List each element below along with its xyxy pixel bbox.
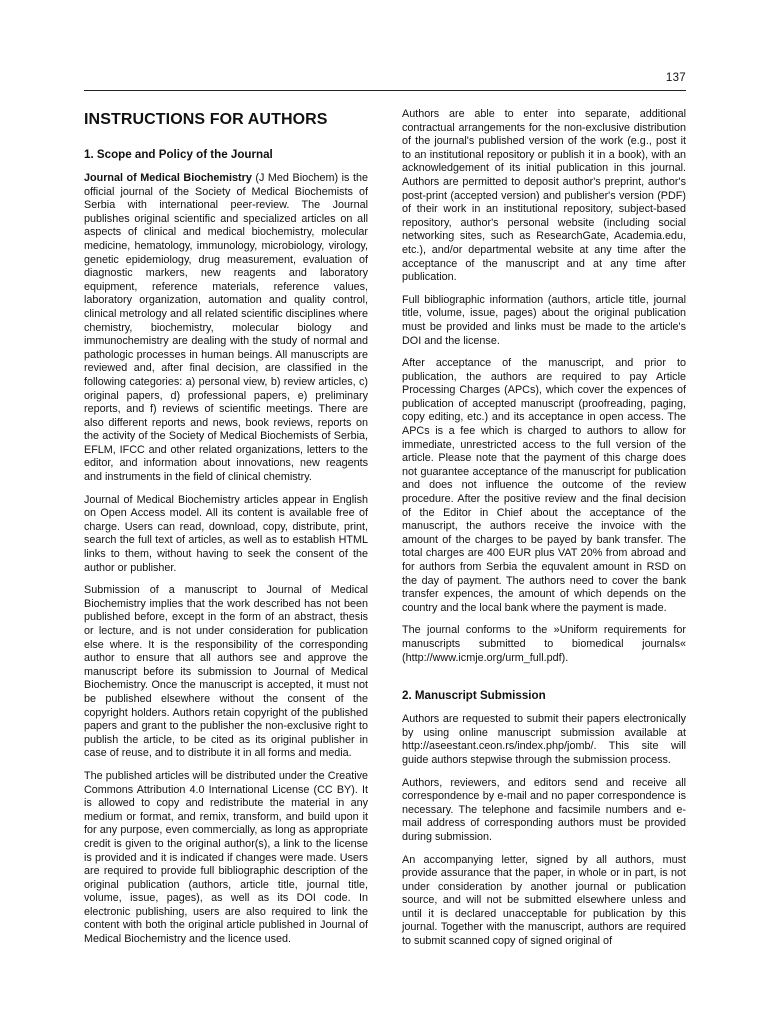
section-heading-scope: 1. Scope and Policy of the Journal (84, 148, 273, 161)
header-rule (84, 90, 686, 91)
page-number: 137 (665, 72, 686, 84)
paragraph-apc-charges: After acceptance of the manuscript, and prior to publication, the authors are required to pay Article Processing Charges (APCs), which cover the expences of publication of accepted manuscript (proofreading, paging, copy editing, etc.) and its acceptance in open access. The APCs is a fee which is charged to authors to allow for immediate, unrestricted access to the full version of the article. Please note that the payment of this charge does not guarantee acceptance of the manuscript for publication and does not influence the outcome of the review procedure. After the positive review and the final decision of the Editor in Chief about the acceptance of the manuscript, the authors receive the invoice with the amount of the charges to be payed by bank transfer. The total charges are 400 EUR plus VAT 20% from abroad and for authors from Serbia the equvalent amount in RSD on the day of payment. The authors need to cover the bank transfer expences, the amount of which depends on the country and the local bank where the payment is made. (402, 357, 686, 614)
paragraph-online-submission: Authors are requested to submit their papers electronically by using online manuscript submission available at http://aseestant.ceon.rs/index.php/jomb/. This site will guide authors stepwise through the submission process. (402, 713, 686, 766)
right-column (402, 108, 686, 958)
paragraph-uniform-requirements: The journal conforms to the »Uniform requirements for manuscripts submitted to biomedical journals« (http://www.icmje.org/urm_full.pdf). (402, 624, 686, 664)
journal-name-lead: Journal of Medical Biochemistry (84, 172, 252, 184)
paragraph-correspondence: Authors, reviewers, and editors send and receive all correspondence by e-mail and no paper correspondence is necessary. The telephone and facsimile numbers and e-mail address of corresponding authors must be provided during submission. (402, 776, 686, 843)
paragraph-open-access: Journal of Medical Biochemistry articles appear in English on Open Access model. All its content is available free of charge. Users can read, download, copy, distribute, print, search the full text of articles, as well as to establish HTML links to them, without having to seek the consent of the author or publisher. (84, 493, 368, 574)
page-title: INSTRUCTIONS FOR AUTHORS (84, 111, 328, 128)
journal-description-text: (J Med Biochem) is the official journal of the Society of Medical Biochemists of Serbia with international peer-review. The Journal publishes original scientific and specialized articles on all aspects of clinical and medical biochemistry, molecular medicine, hematology, immunology, microbiology, virology, genetic epidemiology, drug measurement, evaluation of diagnostic markers, new reagents and laboratory equipment, reference materials, reference values, laboratory organization, automation and quality control, clinical metrology and all related scientific disciplines where chemistry, biochemistry, molecular biology and immunochemistry are dealing with the study of normal and pathologic processes in human beings. All manuscripts are reviewed and, after final decision, are classified in the following categories: a) personal view, b) review articles, c) original papers, d) professional papers, e) preliminary reports, and f) reviews of scientific meetings. There are also different reports and news, book reviews, reports on the activity of the Society of Medical Biochemists of Serbia, EFLM, IFCC and other related organizations, letters to the editor, and information about innovations, new reagents and instruments in the field of clinical chemistry. (84, 172, 368, 484)
paragraph-contractual-arrangements: Authors are able to enter into separate, additional contractual arrangements for the non-exclusive distribution of the journal's published version of the work (e.g., post it to an institutional repository or publish it in a book), with an acknowledgement of its initial publication in this journal. Authors are permitted to deposit author's preprint, author's post-print (accepted version) and publisher's version (PDF) of their work in an institutional repository, subject-based repository, author's personal website (including social networking sites, such as ResearchGate, Academia.edu, etc.), and/or departmental website at any time after the acceptance of the manuscript and at any time after publication. (402, 108, 686, 284)
paragraph-journal-description (84, 172, 368, 485)
paragraph-accompanying-letter: An accompanying letter, signed by all authors, must provide assurance that the paper, in whole or in part, is not under consideration by another journal or publication source, and will not be submitted elsewhere unless and until it is declared unacceptable for publication by this journal. Together with the manuscript, authors are required to submit scanned copy of signed original of (402, 853, 686, 948)
paragraph-license: The published articles will be distributed under the Creative Commons Attribution 4.0 International License (CC BY). It is allowed to copy and redistribute the material in any medium or format, and remix, transform, and build upon it for any purpose, even commercially, as long as appropriate credit is given to the original author(s), a link to the license is provided and it is indicated if changes were made. Users are required to provide full bibliographic description of the original publication (authors, article title, journal title, volume, issue, pages), as well as its DOI code. In electronic publishing, users are also required to link the content with both the original article published in Journal of Medical Biochemistry and the licence used. (84, 769, 368, 946)
section-heading-submission: 2. Manuscript Submission (402, 689, 546, 703)
paragraph-submission-policy: Submission of a manuscript to Journal of Medical Biochemistry implies that the work described has not been published before, except in the form of an abstract, thesis or lecture, and is not under consideration for publication else where. It is the responsibility of the corresponding author to ensure that all authors see and approve the manuscript before its submission to Journal of Medical Biochemistry. Once the manuscript is accepted, it must not be published elsewhere without the consent of the copyright holders. Authors retain copyright of the published papers and grant to the publisher the non-exclusive right to publish the article, to be cited as its original publisher in case of reuse, and to distribute it in all forms and media. (84, 584, 368, 760)
paragraph-bibliographic-info: Full bibliographic information (authors, article title, journal title, volume, issue, pages) about the original publication must be provided and links must be made to the article's DOI and the license. (402, 293, 686, 347)
left-column (84, 108, 368, 956)
